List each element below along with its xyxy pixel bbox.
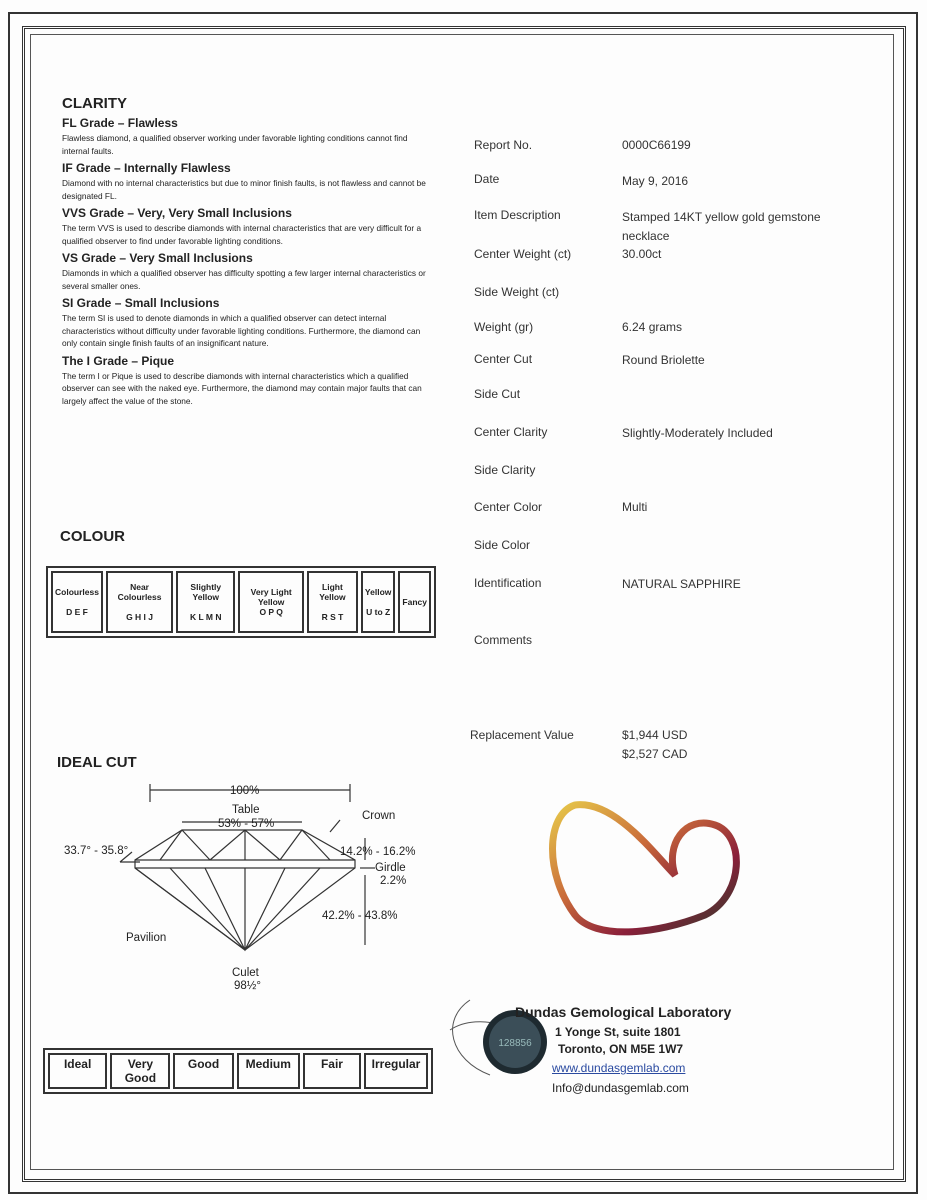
culet-angle-label: 98½° bbox=[234, 980, 261, 992]
colour-cell: Near Colourless G H I J bbox=[106, 571, 173, 633]
field-label: Date bbox=[474, 172, 500, 186]
girdle-label: Girdle bbox=[375, 862, 406, 874]
necklace-photo bbox=[535, 795, 750, 945]
cut-cell: Irregular bbox=[364, 1053, 428, 1089]
field-label: Replacement Value bbox=[470, 728, 574, 742]
colour-cell: Colourless D E F bbox=[51, 571, 103, 633]
field-value: 6.24 grams bbox=[622, 320, 683, 334]
seal-number: 128856 bbox=[498, 1038, 532, 1049]
pavilion-pct-label: 42.2% - 43.8% bbox=[322, 910, 398, 922]
grade-text: Diamonds in which a qualified observer has difficulty spotting a few larger internal characteristics or several smaller ones. bbox=[62, 268, 426, 291]
field-value: May 9, 2016 bbox=[622, 174, 689, 188]
grade-text: The term VVS is used to describe diamonds with internal characteristics that are very difficult for a qualified observer to find under favorable lighting conditions. bbox=[62, 223, 422, 246]
field-label: Side Cut bbox=[474, 387, 521, 401]
lab-name: Dundas Gemological Laboratory bbox=[515, 1004, 732, 1020]
colour-cell: Fancy bbox=[398, 571, 431, 633]
field-value: NATURAL SAPPHIRE bbox=[622, 577, 741, 591]
field-label: Side Color bbox=[474, 538, 531, 552]
field-label: Identification bbox=[474, 576, 542, 590]
colour-cell: Very Light Yellow O P Q bbox=[238, 571, 304, 633]
grade-text: The term I or Pique is used to describe diamonds with internal characteristics which a qualified observer can see with the naked eye. Furthermore, the diamond may contain major faults that can largely affect the value of the stone. bbox=[62, 370, 422, 406]
field-label: Side Weight (ct) bbox=[474, 285, 560, 299]
cut-cell: Medium bbox=[237, 1053, 300, 1089]
field-value: 30.00ct bbox=[622, 247, 662, 261]
lab-website-link[interactable]: www.dundasgemlab.com bbox=[552, 1061, 686, 1075]
field-label: Center Cut bbox=[474, 352, 533, 366]
grade-text: Flawless diamond, a qualified observer working under favorable lighting conditions cannot find internal faults. bbox=[62, 133, 408, 156]
girdle-pct-label: 2.2% bbox=[380, 875, 407, 887]
grade-text: Diamond with no internal characteristics but due to minor finish faults, is not flawless and cannot be designated FL. bbox=[62, 178, 426, 201]
crown-label: Crown bbox=[362, 810, 396, 822]
field-label: Center Color bbox=[474, 500, 543, 514]
crown-angle-label: 33.7° - 35.8° bbox=[64, 845, 129, 857]
field-value: $2,527 CAD bbox=[622, 747, 688, 761]
field-label: Item Description bbox=[474, 208, 561, 222]
field-value: Round Briolette bbox=[622, 353, 705, 367]
colour-cell: Light Yellow R S T bbox=[307, 571, 358, 633]
colour-cell: Slightly Yellow K L M N bbox=[176, 571, 235, 633]
clarity-section bbox=[62, 95, 432, 407]
table-label: Table bbox=[232, 804, 260, 816]
field-label: Report No. bbox=[474, 138, 533, 152]
diameter-label: 100% bbox=[230, 785, 260, 797]
cut-cell: Good bbox=[173, 1053, 233, 1089]
cut-cell: Ideal bbox=[48, 1053, 107, 1089]
colour-scale-table bbox=[46, 566, 436, 638]
grade-heading: The I Grade – Pique bbox=[62, 353, 175, 368]
grade-heading: VS Grade – Very Small Inclusions bbox=[62, 251, 253, 265]
clarity-title: CLARITY bbox=[62, 95, 127, 112]
grade-heading: SI Grade – Small Inclusions bbox=[62, 296, 220, 310]
grade-heading: VVS Grade – Very, Very Small Inclusions bbox=[62, 206, 292, 220]
cut-scale-table bbox=[43, 1048, 433, 1094]
pavilion-label: Pavilion bbox=[126, 932, 167, 944]
field-value: 0000C66199 bbox=[622, 138, 691, 152]
crown-pct-label: 14.2% - 16.2% bbox=[340, 846, 416, 858]
field-label: Center Weight (ct) bbox=[474, 247, 572, 261]
grade-heading: FL Grade – Flawless bbox=[62, 116, 178, 130]
field-label: Weight (gr) bbox=[474, 320, 534, 334]
colour-title: COLOUR bbox=[60, 528, 125, 545]
field-label: Center Clarity bbox=[474, 425, 548, 439]
cut-cell: Very Good bbox=[110, 1053, 170, 1089]
grade-text: The term SI is used to denote diamonds in which a qualified observer can detect internal characteristics without difficulty under favorable lighting conditions. Furthermore, the diamond can only contain single finish faults of an insignificant nature. bbox=[62, 313, 421, 348]
cut-cell: Fair bbox=[303, 1053, 361, 1089]
lab-address-1: 1 Yonge St, suite 1801 bbox=[555, 1025, 681, 1039]
lab-email: Info@dundasgemlab.com bbox=[552, 1081, 689, 1095]
field-label: Side Clarity bbox=[474, 463, 536, 477]
lab-address-2: Toronto, ON M5E 1W7 bbox=[558, 1042, 684, 1056]
field-value: Multi bbox=[622, 500, 648, 514]
field-value: Stamped 14KT yellow gold gemstone necklace bbox=[622, 210, 821, 243]
table-pct-label: 53% - 57% bbox=[218, 818, 275, 830]
field-value: $1,944 USD bbox=[622, 728, 688, 742]
field-value: Slightly-Moderately Included bbox=[622, 426, 773, 440]
colour-cell: Yellow U to Z bbox=[361, 571, 395, 633]
field-label: Comments bbox=[474, 633, 533, 647]
lab-info bbox=[515, 1004, 731, 1098]
grade-heading: IF Grade – Internally Flawless bbox=[62, 161, 231, 175]
culet-label: Culet bbox=[232, 967, 259, 979]
ideal-cut-title: IDEAL CUT bbox=[57, 754, 137, 771]
